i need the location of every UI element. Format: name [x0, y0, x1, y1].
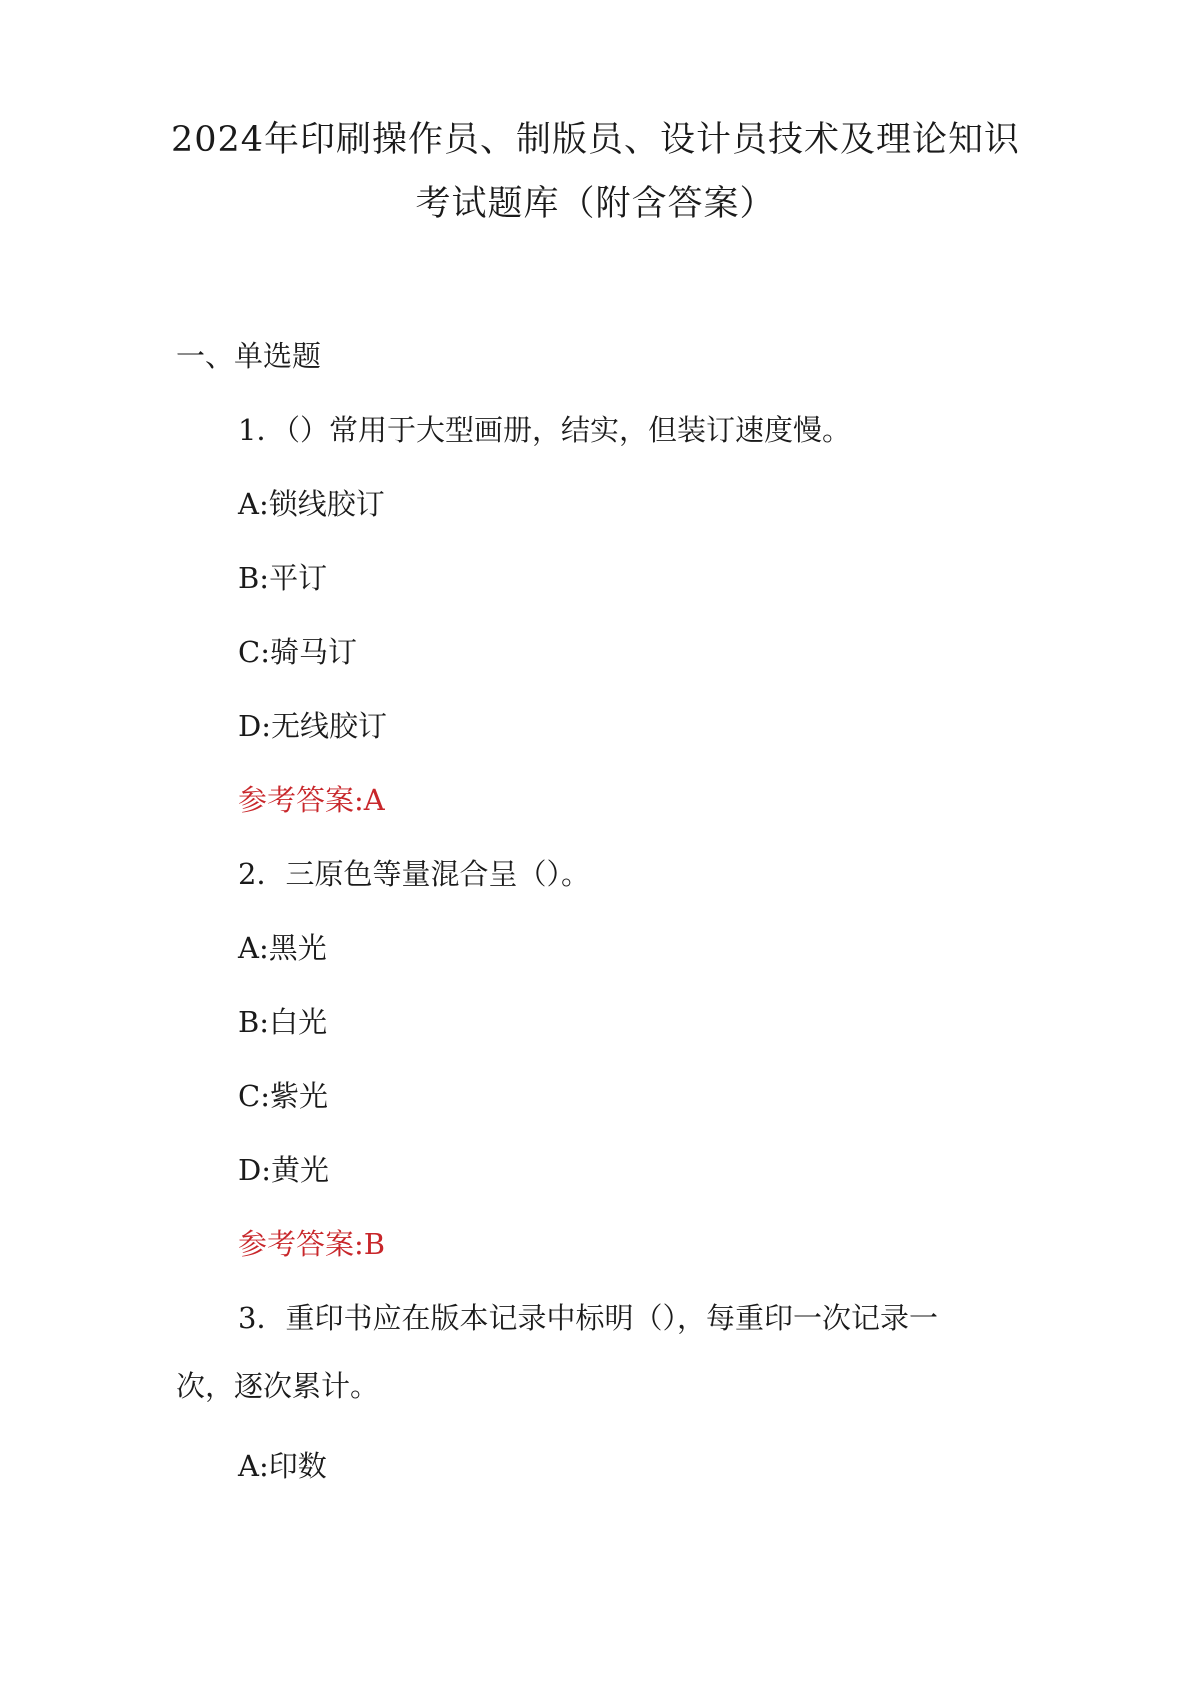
- question-2-option-a: A:黑光: [238, 931, 327, 965]
- question-1-option-b: B:平订: [238, 561, 328, 595]
- question-1-answer: 参考答案:A: [238, 783, 385, 817]
- question-3-stem-line-2: 次，逐次累计。: [176, 1369, 380, 1403]
- question-1-stem: 1．（）常用于大型画册，结实，但装订速度慢。: [238, 413, 851, 447]
- question-1-option-d: D:无线胶订: [238, 709, 388, 743]
- document-title-line-2: 考试题库（附含答案）: [415, 184, 776, 224]
- question-1-option-a: A:锁线胶订: [238, 487, 385, 521]
- question-2-option-b: B:白光: [238, 1005, 328, 1039]
- section-heading: 一、单选题: [176, 339, 322, 373]
- question-2-option-c: C:紫光: [238, 1079, 328, 1113]
- question-3-stem-line-1: 3．重印书应在版本记录中标明（），每重印一次记录一: [238, 1301, 938, 1335]
- question-3-option-a: A:印数: [238, 1449, 327, 1483]
- question-2-stem: 2．三原色等量混合呈（）。: [238, 857, 590, 891]
- document-title-line-1: 2024年印刷操作员、制版员、设计员技术及理论知识: [170, 120, 1021, 160]
- question-1-option-c: C:骑马订: [238, 635, 357, 669]
- question-2-option-d: D:黄光: [238, 1153, 330, 1187]
- question-2-answer: 参考答案:B: [238, 1227, 386, 1261]
